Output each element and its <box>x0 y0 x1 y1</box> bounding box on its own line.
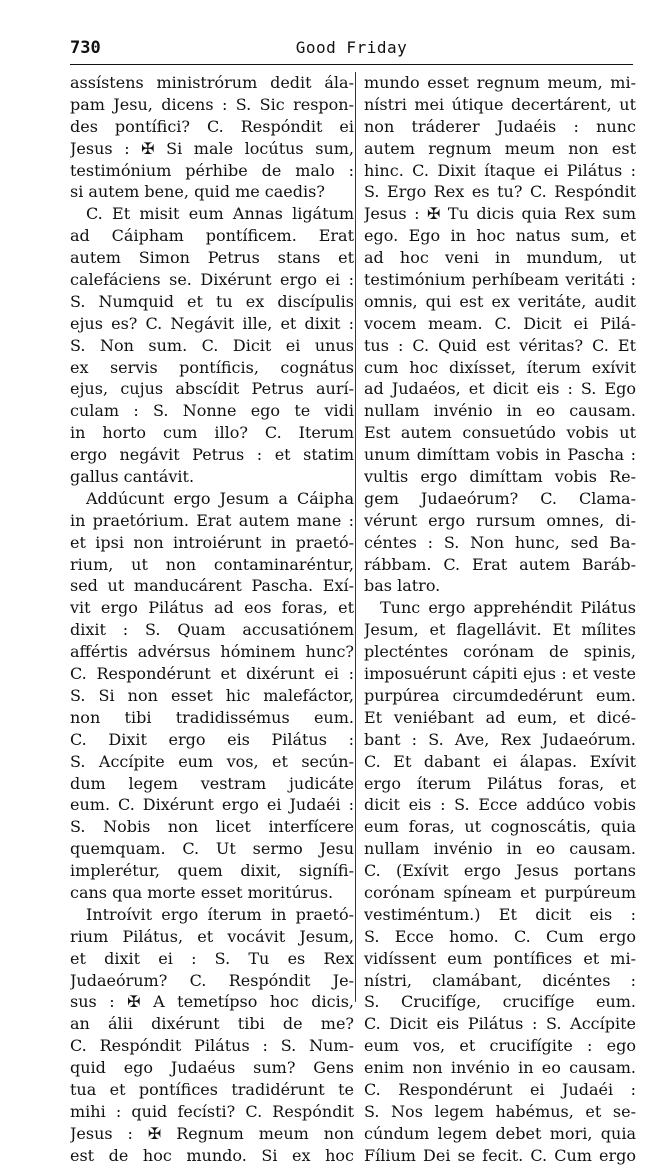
text-line: assístens ministrórum dedit ála- <box>70 73 354 92</box>
text-line: nullam invénio in eo causam. <box>364 401 636 421</box>
text-line: mundo esset regnum meum, mi- <box>364 73 636 92</box>
text-line: culam : S. Nonne ego te vidi <box>70 401 354 421</box>
text-line: gem Judaeórum? C. Clama- <box>364 488 636 508</box>
text-line: C. Et dabant ei álapas. Exívit <box>364 751 636 771</box>
text-line: rium, ut non contaminaréntur, <box>70 554 354 574</box>
text-line: est de hoc mundo. Si ex hoc <box>70 1145 354 1165</box>
text-line: vultis ergo dimíttam vobis Re- <box>364 467 636 487</box>
text-line: autem Simon Petrus stans et <box>70 248 354 268</box>
text-line: S. Si non esset hic malefáctor, <box>70 685 354 705</box>
text-line: C. Respondérunt et dixérunt ei : <box>70 664 354 684</box>
text-line: ergo negávit Petrus : et statim <box>70 445 354 465</box>
text-line: et dixit ei : S. Tu es Rex <box>70 948 354 968</box>
text-line: S. Numquid et tu ex discípulis <box>70 291 354 311</box>
text-line: tua et pontífices tradidérunt te <box>70 1079 354 1099</box>
text-line: C. (Exívit ergo Jesus portans <box>364 861 636 881</box>
text-line: vit ergo Pilátus ad eos foras, et <box>70 598 354 618</box>
text-line: calefáciens se. Dixérunt ergo ei : <box>70 270 354 290</box>
text-line: Est autem consuetúdo vobis ut <box>364 423 636 443</box>
text-line: non tibi tradidissémus eum. <box>70 707 354 727</box>
text-line: gallus cantávit. <box>70 467 195 487</box>
column-divider <box>355 72 356 1002</box>
text-line: Fílium Dei se fecit. C. Cum ergo <box>364 1145 636 1165</box>
text-line: nístri, clamábant, dicéntes : <box>364 970 636 990</box>
text-line: C. Dicit eis Pilátus : S. Accípite <box>364 1014 636 1034</box>
text-line: testimónium perhíbeam veritáti : <box>364 270 636 290</box>
text-line: non tráderer Judaéis : nunc <box>364 116 636 136</box>
text-line: ergo íterum Pilátus foras, et <box>364 773 636 793</box>
text-line: rábbam. C. Erat autem Baráb- <box>364 554 636 574</box>
text-line: in horto cum illo? C. Iterum <box>70 423 354 443</box>
text-line: Tunc ergo apprehéndit Pilátus <box>380 598 636 618</box>
text-line: des pontífici? C. Respóndit ei <box>70 116 354 136</box>
text-line: C. Respondérunt ei Judaéi : <box>364 1079 636 1099</box>
text-line: Jesus : ✠ Regnum meum non <box>70 1123 354 1143</box>
text-line: affértis advérsus hóminem hunc? <box>70 642 354 662</box>
text-line: an álii dixérunt tibi de me? <box>70 1014 354 1034</box>
text-line: rium Pilátus, et vocávit Jesum, <box>70 926 354 946</box>
text-line: tus : C. Quid est véritas? C. Et <box>364 335 636 355</box>
text-line: implerétur, quem dixit, signífi- <box>70 861 354 881</box>
text-line: S. Crucifíge, crucifíge eum. <box>364 992 636 1012</box>
text-line: Jesus : ✠ Tu dicis quia Rex sum <box>364 204 636 224</box>
text-line: quemquam. C. Ut sermo Jesu <box>70 839 354 859</box>
header-rule <box>70 64 633 65</box>
text-line: testimónium pérhibe de malo : <box>70 160 354 180</box>
text-line: Introívit ergo íterum in praetó- <box>86 904 354 924</box>
text-line: cum hoc dixísset, íterum exívit <box>364 357 636 377</box>
text-line: omnis, qui est ex veritáte, audit <box>364 291 636 311</box>
text-line: purpúrea circumdedérunt eum. <box>364 685 636 705</box>
text-line: Addúcunt ergo Jesum a Cáipha <box>86 488 354 508</box>
text-line: Jesum, et flagellávit. Et mílites <box>364 620 636 640</box>
text-line: C. Dixit ergo eis Pilátus : <box>70 729 354 749</box>
left-column <box>70 72 354 1167</box>
text-line: ejus es? C. Negávit ille, et dixit : <box>70 313 354 333</box>
text-line: mihi : quid fecísti? C. Respóndit <box>70 1101 354 1121</box>
text-line: Judaeórum? C. Respóndit Je- <box>70 970 354 990</box>
text-line: Jesus : ✠ Si male locútus sum, <box>70 138 354 158</box>
text-line: bas latro. <box>364 576 441 596</box>
text-line: autem regnum meum non est <box>364 138 636 158</box>
text-line: corónam spíneam et purpúreum <box>364 882 636 902</box>
text-line: S. Ergo Rex es tu? C. Respóndit <box>364 182 636 202</box>
page-header <box>70 38 633 64</box>
text-line: ad Cáipham pontíficem. Erat <box>70 226 354 246</box>
text-line: cans qua morte esset moritúrus. <box>70 882 334 902</box>
text-line: ego. Ego in hoc natus sum, et <box>364 226 636 246</box>
text-line: quid ego Judaéus sum? Gens <box>70 1058 354 1078</box>
text-line: et ipsi non introiérunt in praetó- <box>70 532 354 552</box>
page-number: 730 <box>70 38 101 58</box>
text-line: vocem meam. C. Dicit ei Pilá- <box>364 313 636 333</box>
text-line: vestiméntum.) Et dicit eis : <box>364 904 636 924</box>
text-line: enim non invénio in eo causam. <box>364 1058 636 1078</box>
text-line: vérunt ergo rursum omnes, di- <box>364 510 636 530</box>
text-line: S. Ecce homo. C. Cum ergo <box>364 926 636 946</box>
text-line: eum. C. Dixérunt ergo ei Judaéi : <box>70 795 354 815</box>
text-line: S. Nos legem habémus, et se- <box>364 1101 636 1121</box>
text-line: ejus, cujus abscídit Petrus aurí- <box>70 379 354 399</box>
text-line: ad Judaéos, et dicit eis : S. Ego <box>364 379 636 399</box>
text-line: pam Jesu, dicens : S. Sic respon- <box>70 94 354 114</box>
text-line: bant : S. Ave, Rex Judaeórum. <box>364 729 636 749</box>
text-line: ad hoc veni in mundum, ut <box>364 248 636 268</box>
text-line: nístri mei útique decertárent, ut <box>364 94 636 114</box>
text-line: S. Accípite eum vos, et secún- <box>70 751 354 771</box>
running-title: Good Friday <box>295 38 408 57</box>
text-line: dicit eis : S. Ecce addúco vobis <box>364 795 636 815</box>
text-line: S. Non sum. C. Dicit ei unus <box>70 335 354 355</box>
right-column <box>364 72 636 1167</box>
text-line: S. Nobis non licet interfícere <box>70 817 354 837</box>
text-line: plecténtes corónam de spinis, <box>364 642 636 662</box>
text-line: eum vos, et crucifígite : ego <box>364 1036 636 1056</box>
text-line: si autem bene, quid me caedis? <box>70 182 325 202</box>
text-line: sed ut manducárent Pascha. Exí- <box>70 576 354 596</box>
text-line: dixit : S. Quam accusatiónem <box>70 620 354 640</box>
text-line: hinc. C. Dixit ítaque ei Pilátus : <box>364 160 636 180</box>
text-line: C. Respóndit Pilátus : S. Num- <box>70 1036 354 1056</box>
text-line: cúndum legem debet mori, quia <box>364 1123 636 1143</box>
text-line: dum legem vestram judicáte <box>70 773 354 793</box>
text-line: C. Et misit eum Annas ligátum <box>86 204 354 224</box>
text-line: in praetórium. Erat autem mane : <box>70 510 354 530</box>
text-line: eum foras, ut cognoscátis, quia <box>364 817 636 837</box>
text-line: céntes : S. Non hunc, sed Ba- <box>364 532 636 552</box>
text-line: unum dimíttam vobis in Pascha : <box>364 445 636 465</box>
text-line: sus : ✠ A temetípso hoc dicis, <box>70 992 354 1012</box>
text-line: ex servis pontíficis, cognátus <box>70 357 354 377</box>
text-line: nullam invénio in eo causam. <box>364 839 636 859</box>
text-line: imposuérunt cápiti ejus : et veste <box>364 664 636 684</box>
text-line: vidíssent eum pontífices et mi- <box>364 948 636 968</box>
text-line: Et veniébant ad eum, et dicé- <box>364 707 636 727</box>
